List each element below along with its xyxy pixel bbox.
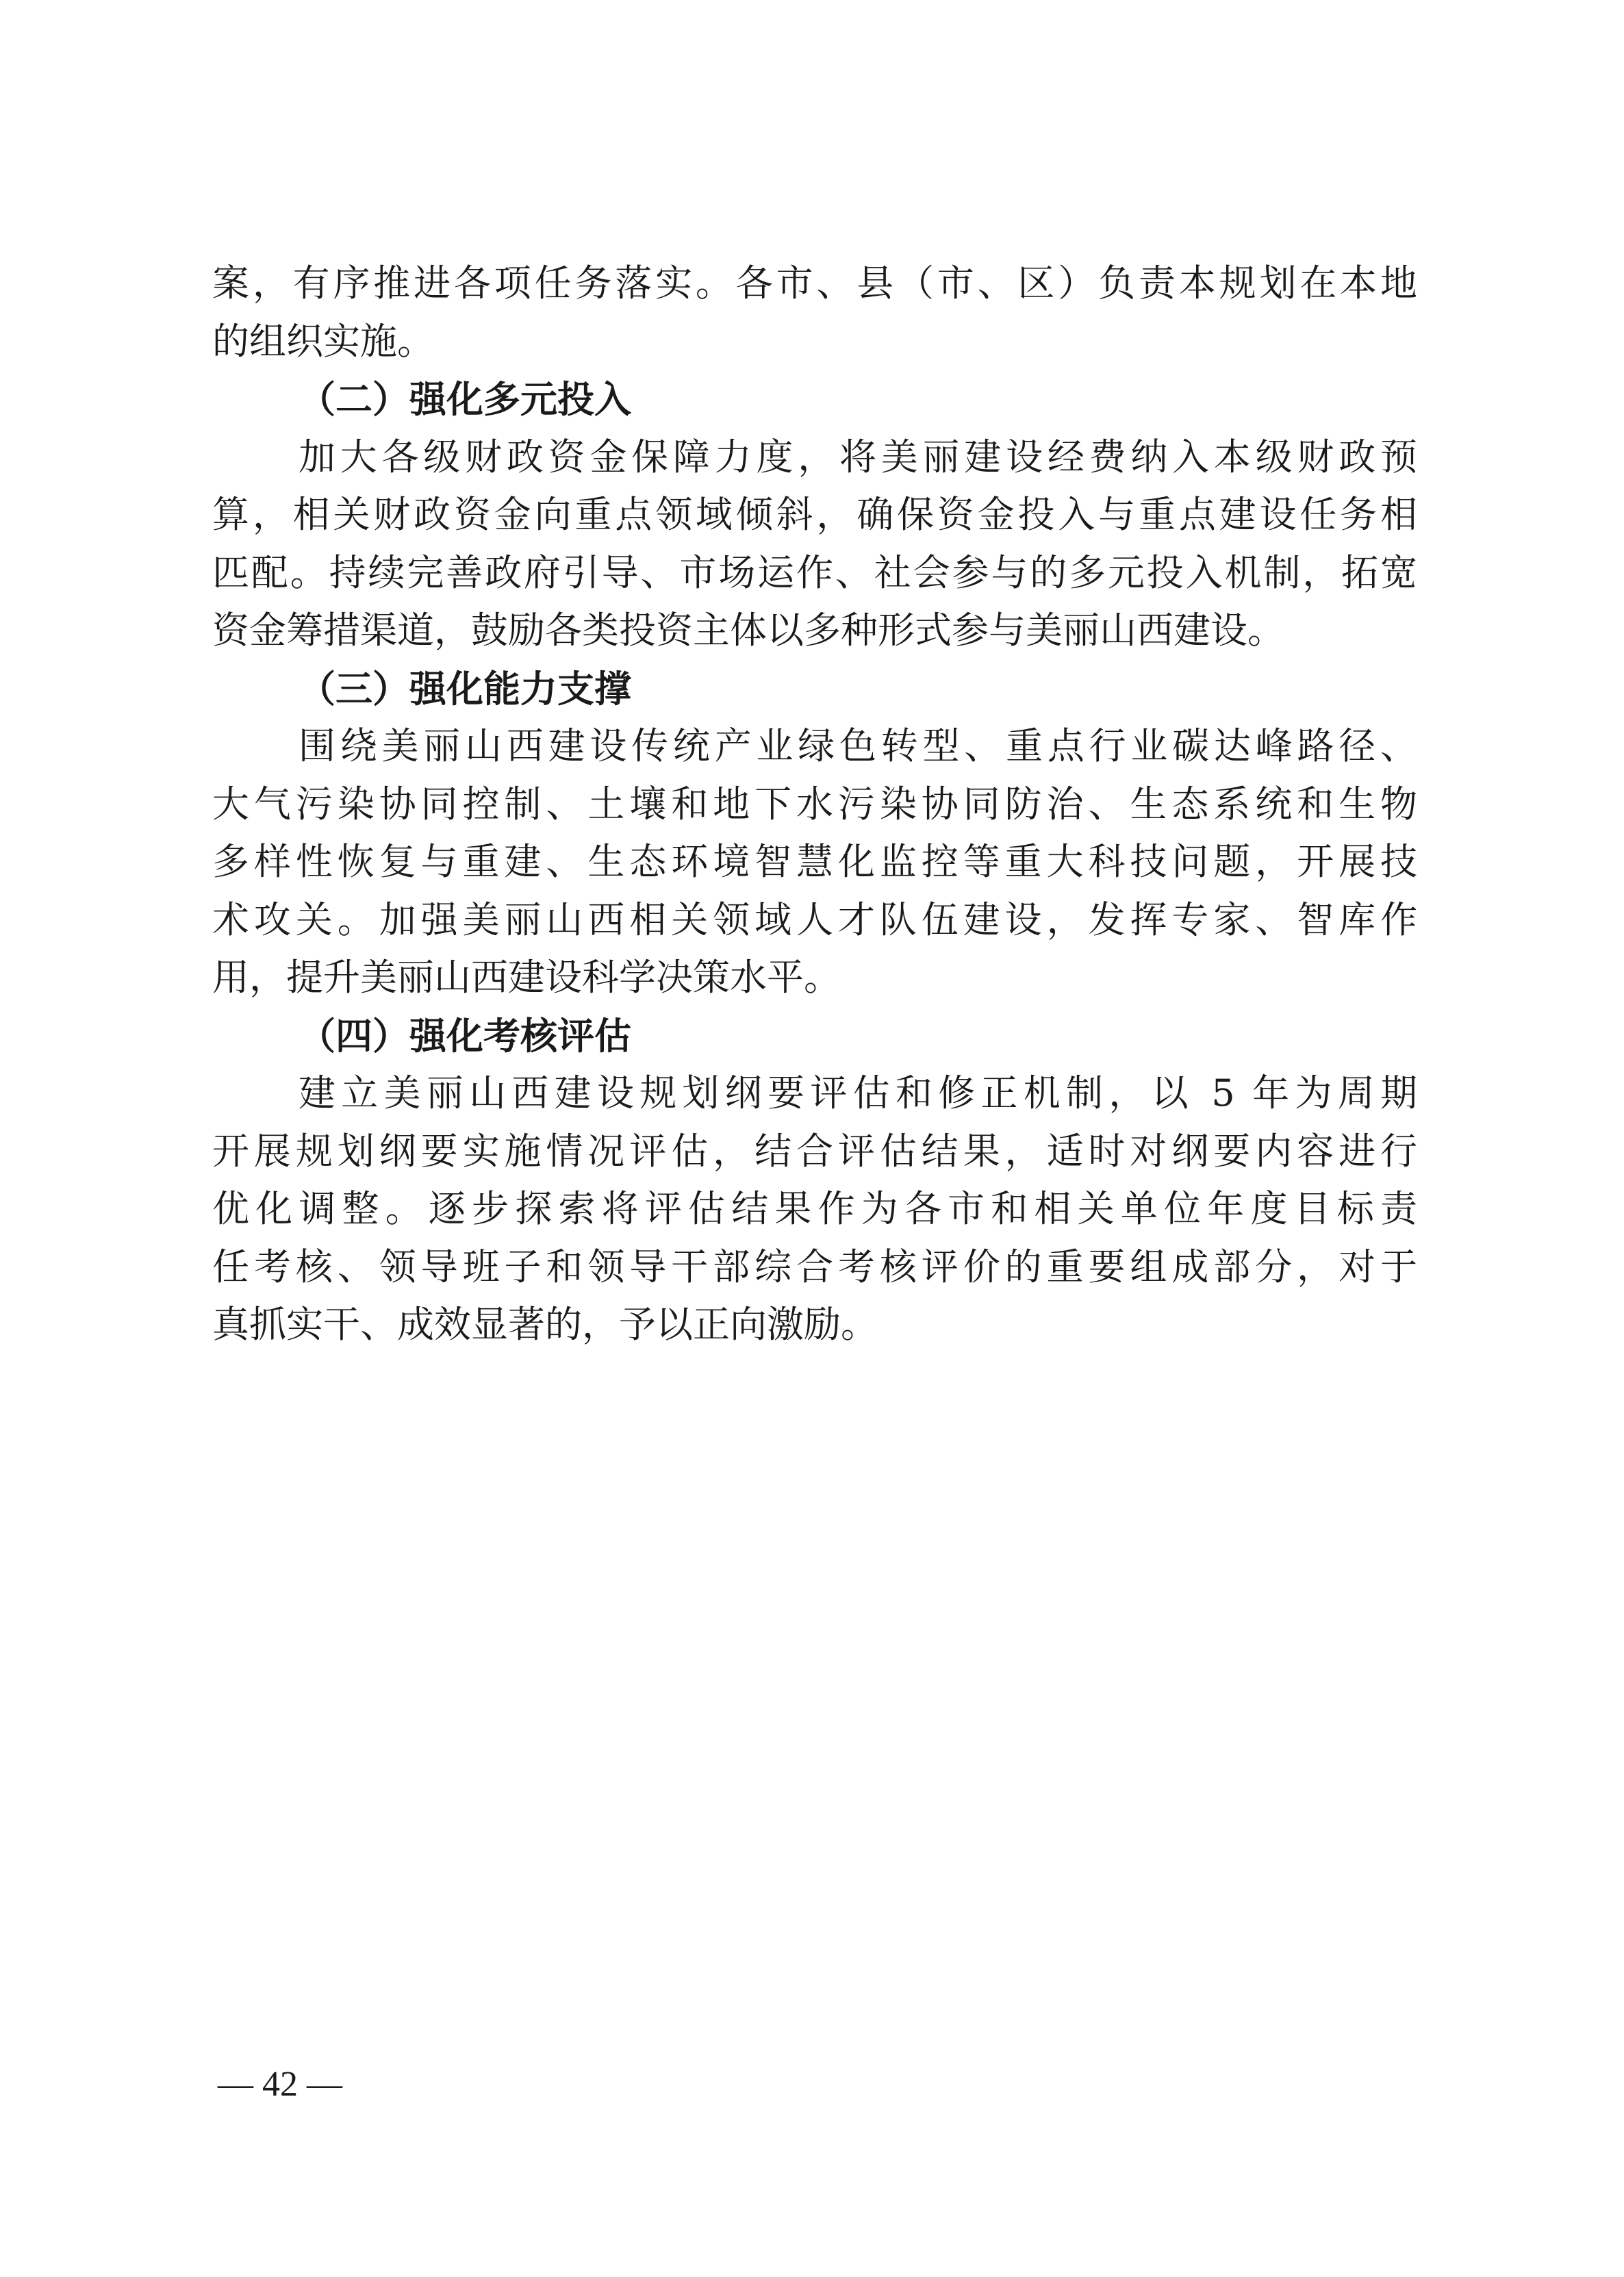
paragraph-line: 建立美丽山西建设规划纲要评估和修正机制，以 5 年为周期 xyxy=(299,1071,1417,1115)
paragraph-line: 真抓实干、成效显著的，予以正向激励。 xyxy=(212,1303,878,1346)
paragraph-line: 算，相关财政资金向重点领域倾斜，确保资金投入与重点建设任务相 xyxy=(212,493,1417,536)
section-heading: （二）强化多元投入 xyxy=(299,377,631,421)
paragraph-line: 匹配。持续完善政府引导、市场运作、社会参与的多元投入机制，拓宽 xyxy=(212,550,1417,594)
paragraph-line: 任考核、领导班子和领导干部综合考核评价的重要组成部分，对于 xyxy=(212,1245,1417,1288)
section-heading: （四）强化考核评估 xyxy=(299,1013,631,1058)
paragraph-line: 大气污染协同控制、土壤和地下水污染协同防治、生态系统和生物 xyxy=(212,782,1417,826)
paragraph-line: 优化调整。逐步探索将评估结果作为各市和相关单位年度目标责 xyxy=(212,1187,1417,1230)
paragraph-line: 多样性恢复与重建、生态环境智慧化监控等重大科技问题，开展技 xyxy=(212,840,1417,883)
paragraph-line: 案，有序推进各项任务落实。各市、县（市、区）负责本规划在本地 xyxy=(212,262,1417,305)
paragraph-line: 加大各级财政资金保障力度，将美丽建设经费纳入本级财政预 xyxy=(299,435,1417,479)
paragraph-line: 资金筹措渠道，鼓励各类投资主体以多种形式参与美丽山西建设。 xyxy=(212,609,1284,652)
paragraph-line: 开展规划纲要实施情况评估，结合评估结果，适时对纲要内容进行 xyxy=(212,1129,1417,1173)
paragraph-line: 的组织实施。 xyxy=(212,319,434,363)
page-number: — 42 — xyxy=(218,2065,342,2104)
paragraph-line: 围绕美丽山西建设传统产业绿色转型、重点行业碳达峰路径、 xyxy=(299,724,1417,767)
body-text xyxy=(212,255,1417,1354)
paragraph-line: 用，提升美丽山西建设科学决策水平。 xyxy=(212,956,841,999)
section-heading: （三）强化能力支撑 xyxy=(299,666,631,711)
paragraph-line: 术攻关。加强美丽山西相关领域人才队伍建设，发挥专家、智库作 xyxy=(212,898,1417,941)
